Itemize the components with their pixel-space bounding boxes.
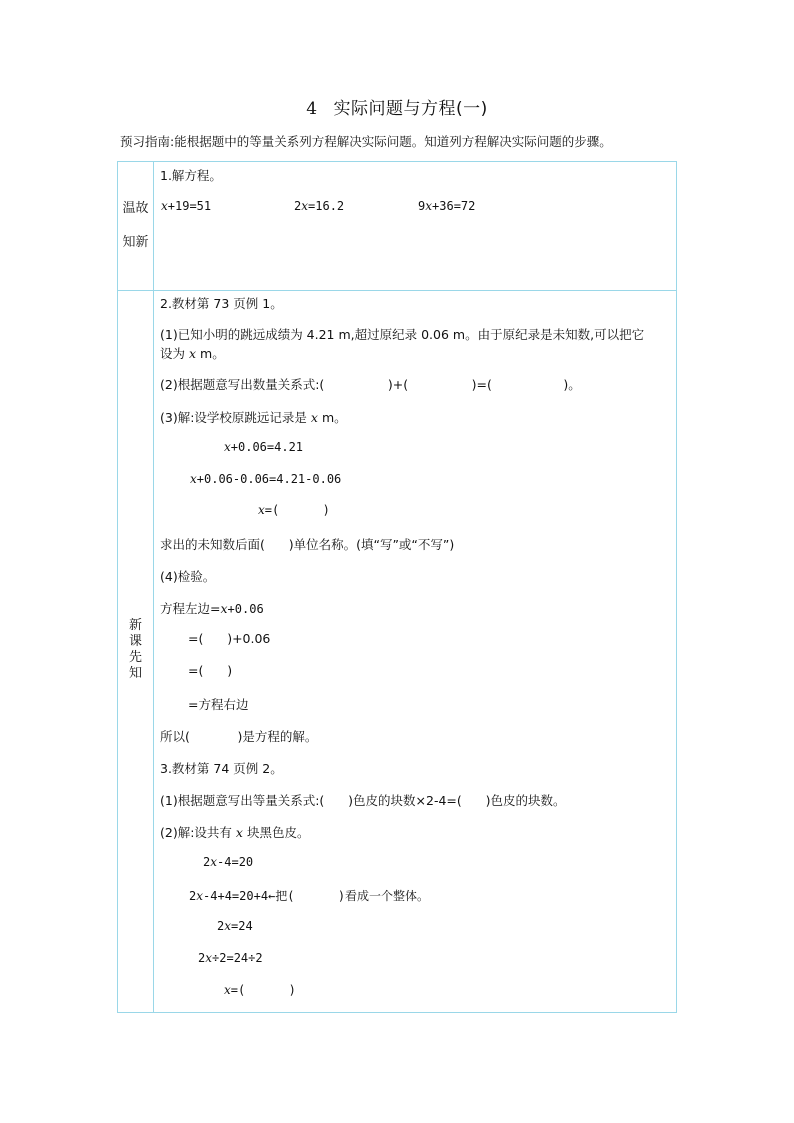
q1-heading: 1.解方程。 bbox=[160, 168, 222, 183]
section2-label-char: 先 bbox=[128, 650, 142, 665]
lesson-title: 实际问题与方程(一) bbox=[333, 99, 488, 119]
table-divider-vertical bbox=[153, 161, 154, 1013]
section1-label-line1: 温故 bbox=[122, 201, 149, 216]
q2-solve-step-1: x+0.06=4.21 bbox=[224, 440, 304, 454]
q2-check-line-1: 方程左边=x+0.06 bbox=[160, 601, 264, 616]
q3-heading: 3.教材第 74 页例 2。 bbox=[160, 761, 283, 776]
q1-equation-2: 2x=16.2 bbox=[294, 199, 345, 213]
q3-solve-step-3: 2x=24 bbox=[217, 919, 253, 933]
q3-part2-setup: (2)解:设共有 x 块黑色皮。 bbox=[160, 825, 310, 840]
q2-check-line-4: =方程右边 bbox=[188, 697, 249, 712]
section1-label-line2: 知新 bbox=[122, 235, 149, 250]
page-title bbox=[0, 94, 794, 119]
q2-conclusion: 所以( )是方程的解。 bbox=[160, 729, 318, 744]
section2-label-char: 知 bbox=[128, 666, 142, 681]
q1-equation-1: x+19=51 bbox=[161, 199, 212, 213]
preview-guide: 预习指南:能根据题中的等量关系列方程解决实际问题。知道列方程解决实际问题的步骤。 bbox=[120, 134, 612, 149]
lesson-number: 4 bbox=[306, 99, 318, 119]
q3-solve-step-4: 2x÷2=24÷2 bbox=[198, 951, 263, 965]
q3-solve-step-2: 2x-4+4=20+4←把( )看成一个整体。 bbox=[189, 889, 430, 903]
section2-label-char: 新 bbox=[128, 618, 142, 633]
table-divider-horizontal bbox=[117, 290, 677, 291]
q3-part1-relation: (1)根据题意写出等量关系式:( )色皮的块数×2-4=( )色皮的块数。 bbox=[160, 793, 566, 808]
q2-check-heading: (4)检验。 bbox=[160, 569, 216, 584]
q2-part1-line1: (1)已知小明的跳远成绩为 4.21 m,超过原纪录 0.06 m。由于原纪录是未知数,可以把它 bbox=[160, 327, 645, 342]
q2-part3-setup: (3)解:设学校原跳远记录是 x m。 bbox=[160, 410, 347, 425]
q3-solve-step-1: 2x-4=20 bbox=[203, 855, 254, 869]
q2-unit-question: 求出的未知数后面( )单位名称。(填“写”或“不写”) bbox=[160, 537, 455, 552]
q2-check-line-2: =( )+0.06 bbox=[188, 631, 271, 646]
q2-solve-step-3: x=( ) bbox=[258, 503, 330, 517]
q2-check-line-3: =( ) bbox=[188, 663, 233, 678]
q2-heading: 2.教材第 73 页例 1。 bbox=[160, 296, 283, 311]
q2-solve-step-2: x+0.06-0.06=4.21-0.06 bbox=[190, 472, 342, 486]
worksheet-table bbox=[117, 161, 677, 1013]
section2-label-char: 课 bbox=[128, 634, 142, 649]
q2-part1-line2: 设为 x m。 bbox=[160, 346, 225, 361]
section2-label bbox=[118, 618, 153, 682]
q2-part2-relation: (2)根据题意写出数量关系式:( )+( )=( )。 bbox=[160, 377, 581, 392]
q1-equation-3: 9x+36=72 bbox=[418, 199, 476, 213]
q3-solve-step-5: x=( ) bbox=[224, 983, 296, 997]
